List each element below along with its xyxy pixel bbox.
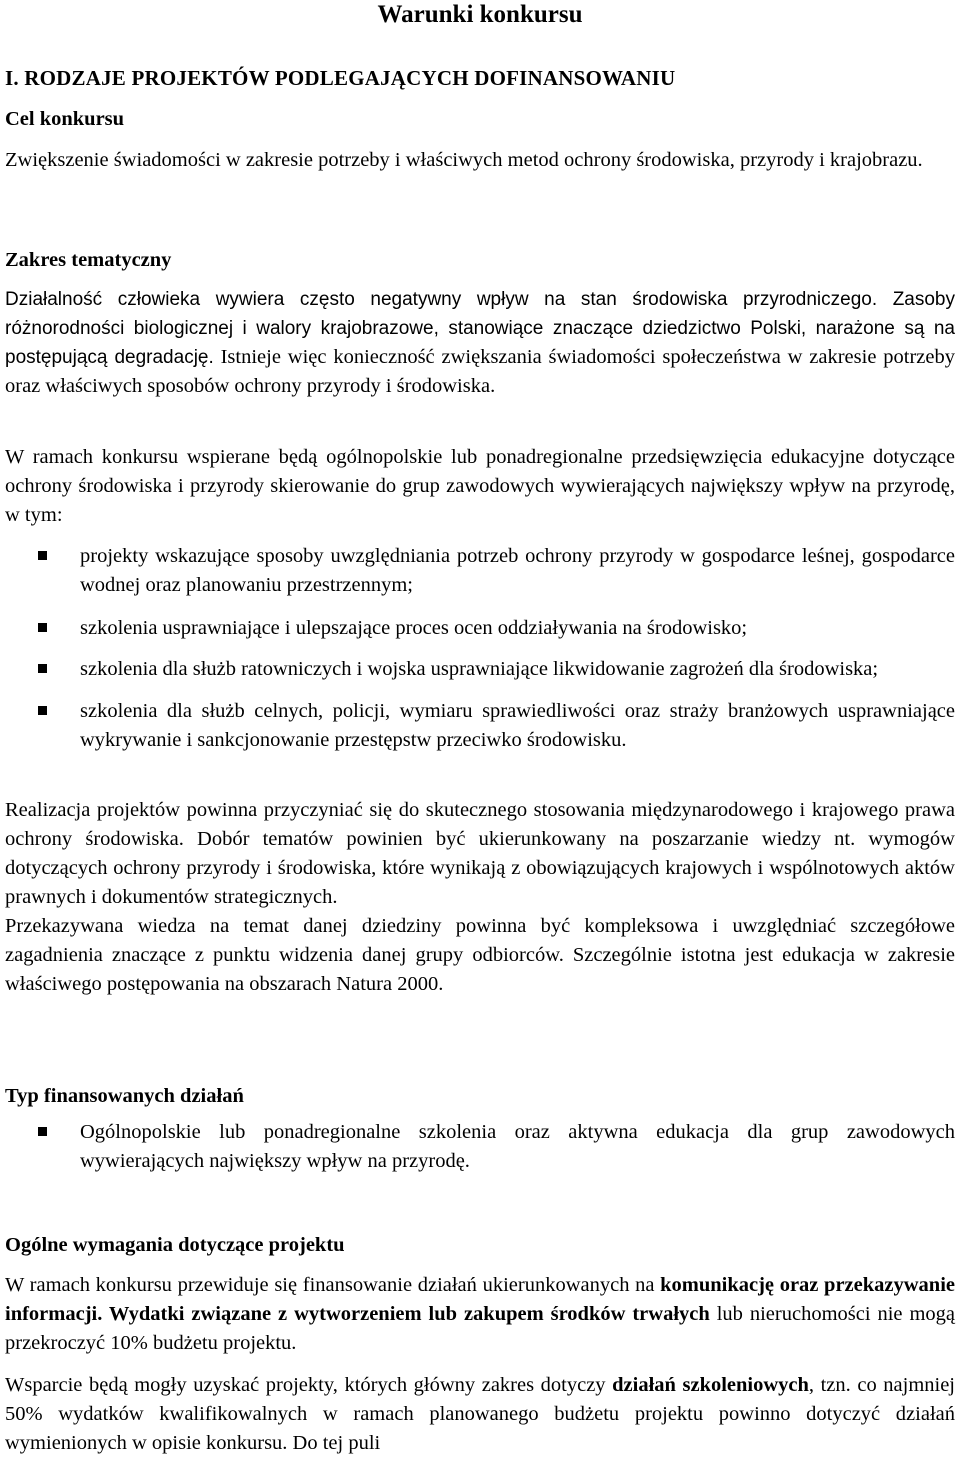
scope-heading: Zakres tematyczny — [5, 249, 172, 271]
list-item: szkolenia dla służb celnych, policji, wymiaru sprawiedliwości oraz straży branżowych usprawniające wykrywanie i sankcjonowanie przestępstw przeciwko środowisku. — [5, 697, 955, 755]
scope-paragraph-1 — [5, 285, 955, 401]
goal-heading: Cel konkursu — [5, 108, 125, 130]
general-requirements-paragraph-1: W ramach konkursu przewiduje się finansowanie działań ukierunkowanych na komunikację oraz przekazywanie informacji. Wydatki związane z wytworzeniem lub zakupem środków trwałych lub nieruchomości nie mogą przekroczyć 10% budżetu projektu. — [5, 1274, 955, 1354]
scope-paragraph-2 — [5, 443, 955, 530]
list-item: szkolenia dla służb ratowniczych i wojska usprawniające likwidowanie zagrożeń dla środowiska; — [5, 655, 955, 684]
square-bullet-icon — [38, 706, 47, 715]
goal-text: Zwiększenie świadomości w zakresie potrzeby i właściwych metod ochrony środowiska, przyrody i krajobrazu. — [5, 149, 923, 171]
financed-actions-heading: Typ finansowanych działań — [5, 1085, 244, 1107]
emphasis-text: komunikację oraz przekazywanie informacji. Wydatki związane z wytworzeniem lub zakupem środków trwałych — [5, 1274, 955, 1325]
general-requirements-heading: Ogólne wymagania dotyczące projektu — [5, 1234, 345, 1256]
implementation-text: Realizacja projektów powinna przyczyniać się do skutecznego stosowania międzynarodowego i krajowego prawa ochrony środowiska. Dobór tematów powinien być ukierunkowany na poszarzanie wiedzy nt. wymogów dotyczących ochrony przyrody i środowiska, które wynikają z obowiązujących krajowych i wspólnotowych aktów prawnych i dokumentów strategicznych. — [5, 799, 955, 908]
knowledge-text: Przekazywana wiedza na temat danej dziedziny powinna być kompleksowa i uwzględniać szczegółowe zagadnienia znaczące z punktu widzenia danej grupy odbiorców. Szczególnie istotna jest edukacja w zakresie właściwego postępowania na obszarach Natura 2000. — [5, 915, 955, 995]
document-title: Warunki konkursu — [377, 1, 583, 28]
scope-bullet-list — [5, 542, 955, 755]
section-heading: I. RODZAJE PROJEKTÓW PODLEGAJĄCYCH DOFINANSOWANIU — [5, 66, 676, 90]
square-bullet-icon — [38, 664, 47, 673]
list-item: Ogólnopolskie lub ponadregionalne szkolenia oraz aktywna edukacja dla grup zawodowych wywierających największy wpływ na przyrodę. — [5, 1118, 955, 1176]
knowledge-paragraph — [5, 912, 955, 999]
emphasis-text: działań szkoleniowych — [612, 1374, 809, 1396]
square-bullet-icon — [38, 551, 47, 560]
implementation-paragraph — [5, 796, 955, 912]
scope-paragraph-2-text: W ramach konkursu wspierane będą ogólnopolskie lub ponadregionalne przedsięwzięcia edukacyjne dotyczące ochrony środowiska i przyrody skierowanie do grup zawodowych wywierających największy wpływ na przyrodę, w tym: — [5, 446, 955, 526]
list-item: projekty wskazujące sposoby uwzględniania potrzeb ochrony przyrody w gospodarce leśnej, gospodarce wodnej oraz planowaniu przestrzennym; — [5, 542, 955, 600]
scope-paragraph-1-text: Działalność człowieka wywiera często negatywny wpływ na stan środowiska przyrodniczego. Zasoby różnorodności biologicznej i walory krajobrazowe, stanowiące znaczące dziedzictwo Polski, narażone są na postępującą degradację. — [5, 289, 955, 368]
general-requirements-paragraph-2: Wsparcie będą mogły uzyskać projekty, których główny zakres dotyczy działań szkoleniowych, tzn. co najmniej 50% wydatków kwalifikowalnych w ramach planowanego budżetu projektu powinno dotyczyć działań wymienionych w opisie konkursu. Do tej puli — [5, 1374, 956, 1454]
square-bullet-icon — [38, 1127, 47, 1136]
scope-paragraph-1-cont: Istnieje więc konieczność zwiększania świadomości społeczeństwa w zakresie potrzeby oraz właściwych sposobów ochrony przyrody i środowiska. — [5, 346, 955, 397]
list-item: szkolenia usprawniające i ulepszające proces ocen oddziaływania na środowisko; — [5, 614, 955, 643]
goal-paragraph — [5, 146, 955, 175]
financed-actions-list — [5, 1118, 955, 1176]
square-bullet-icon — [38, 623, 47, 632]
